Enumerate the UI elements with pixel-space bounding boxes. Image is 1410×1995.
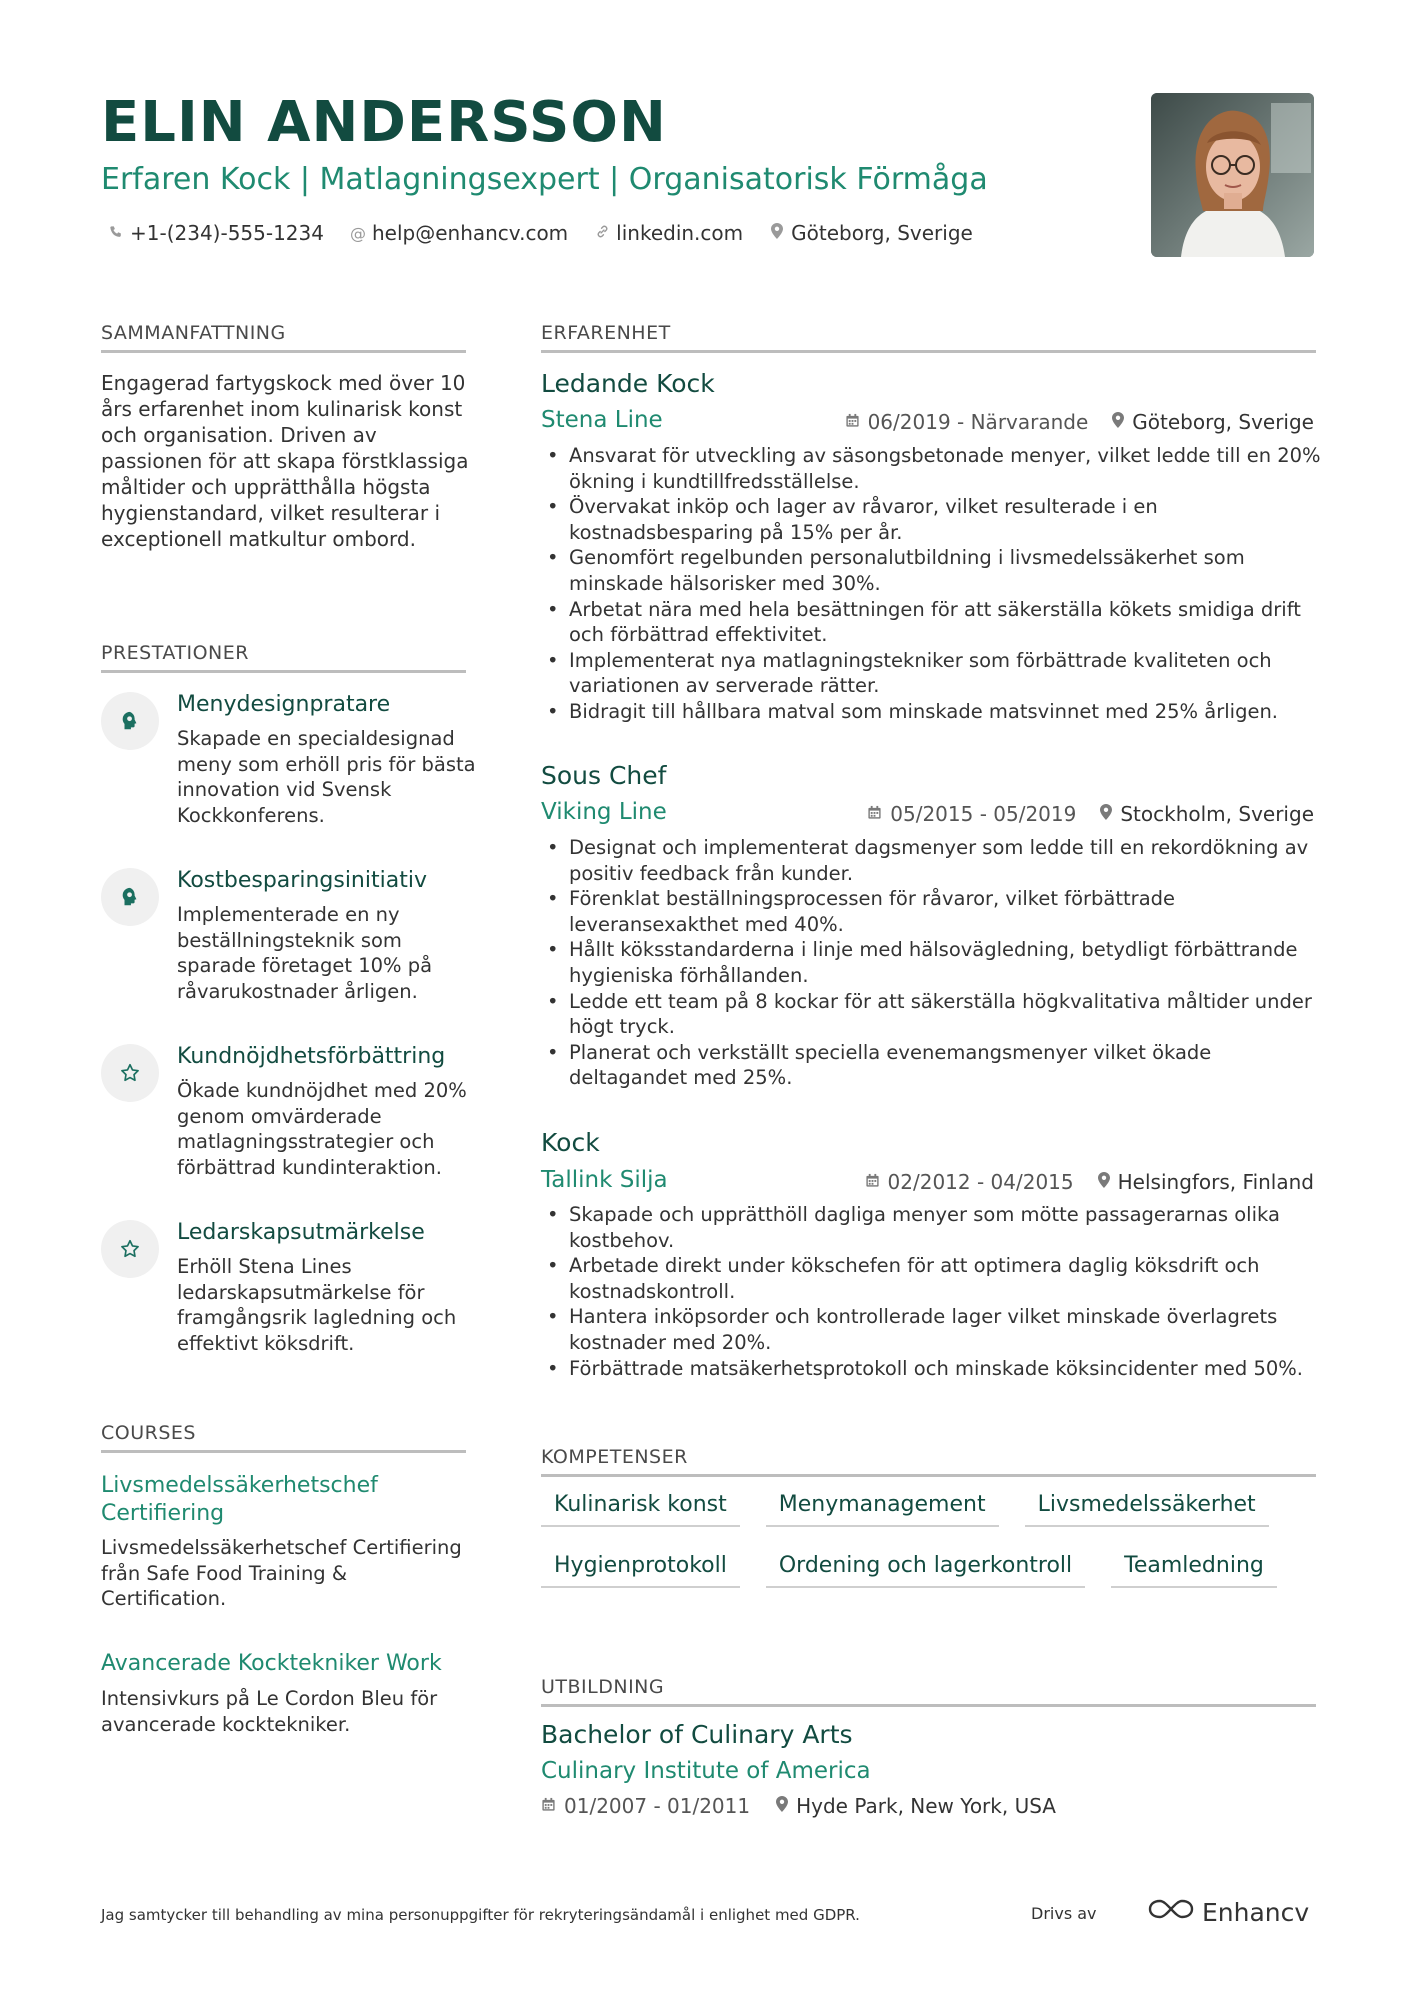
job-dates: 02/2012 - 04/2015: [865, 1170, 1074, 1194]
achievement-text: Skapade en specialdesignad meny som erhöll pris för bästa innovation vid Svensk Kockkonferens.: [177, 727, 476, 827]
achievement-item: [101, 1220, 471, 1370]
lightbulb-head-icon: [101, 692, 159, 750]
job-title: Kock: [541, 1128, 600, 1157]
achievement-title: Ledarskapsutmärkelse: [177, 1220, 425, 1245]
achievement-item: [101, 1044, 471, 1194]
bullet-item: • Ledde ett team på 8 kockar för att säkerställa högkvalitativa måltider under högt tryck.: [541, 989, 1321, 1040]
star-icon: [101, 1220, 159, 1278]
bullet-item: • Planerat och verkställt speciella evenemangsmenyer vilket ökade deltagandet med 25%.: [541, 1040, 1321, 1091]
contact-email[interactable]: @ help@enhancv.com: [349, 221, 569, 245]
course-text: Livsmedelssäkerhetschef Certifiering från Safe Food Training & Certification.: [101, 1536, 462, 1610]
education-meta: [541, 1794, 1056, 1818]
job-location: Göteborg, Sverige: [1112, 410, 1314, 434]
star-icon: [101, 1044, 159, 1102]
calendar-icon: [845, 413, 860, 432]
company-name: Viking Line: [541, 799, 667, 825]
skill-tag: Kulinarisk konst: [541, 1486, 740, 1527]
job-meta: [845, 410, 1314, 434]
job-bullets: [541, 443, 1321, 725]
map-pin-icon: [1098, 1172, 1110, 1192]
brand-name: Enhancv: [1202, 1897, 1310, 1927]
lightbulb-head-icon: [101, 868, 159, 926]
bullet-item: • Förenklat beställningsprocessen för råvaror, vilket förbättrade leveransexakthet med 40%.: [541, 886, 1321, 937]
achievement-title: Kundnöjdhetsförbättring: [177, 1044, 446, 1069]
bullet-item: • Designat och implementerat dagsmenyer som ledde till en rekordökning av positiv feedback från kunder.: [541, 835, 1321, 886]
map-pin-icon: [1112, 412, 1124, 432]
job-location: Stockholm, Sverige: [1100, 802, 1314, 826]
bullet-item: • Hållt köksstandarderna i linje med hälsovägledning, betydligt förbättrande hygieniska förhållanden.: [541, 937, 1321, 988]
bullet-item: • Genomfört regelbunden personalutbildning i livsmedelssäkerhet som minskade hälsorisker med 30%.: [541, 545, 1321, 596]
contact-bar: [108, 221, 973, 245]
calendar-icon: [867, 805, 882, 824]
education-dates: 01/2007 - 01/2011: [541, 1794, 750, 1818]
skill-tag: Teamledning: [1111, 1547, 1277, 1588]
brand-logo[interactable]: [1148, 1897, 1309, 1927]
skill-tag: Livsmedelssäkerhet: [1025, 1486, 1269, 1527]
section-title-courses: COURSES: [101, 1422, 466, 1453]
infinity-logo-icon: [1148, 1897, 1194, 1927]
achievement-title: Kostbesparingsinitiativ: [177, 868, 427, 893]
section-title-education: UTBILDNING: [541, 1676, 1316, 1707]
education-school: Culinary Institute of America: [541, 1758, 871, 1784]
calendar-icon: [865, 1173, 880, 1192]
bullet-item: • Ansvarat för utveckling av säsongsbetonade menyer, vilket ledde till en 20% ökning i kundtillfredsställelse.: [541, 443, 1321, 494]
candidate-name: ELIN ANDERSSON: [101, 90, 667, 155]
phone-icon: [108, 224, 124, 243]
job-dates: 05/2015 - 05/2019: [867, 802, 1076, 826]
bullet-item: • Hantera inköpsorder och kontrollerade lager vilket minskade överlagrets kostnader med 20%.: [541, 1304, 1321, 1355]
profile-photo: [1151, 93, 1314, 257]
headline: Erfaren Kock | Matlagningsexpert | Organisatorisk Förmåga: [101, 162, 988, 197]
bullet-item: • Implementerat nya matlagningstekniker som förbättrade kvaliteten och variationen av serverade rätter.: [541, 648, 1321, 699]
map-pin-icon: [1100, 804, 1112, 824]
bullet-item: • Bidragit till hållbara matval som minskade matsvinnet med 25% årligen.: [541, 699, 1321, 725]
achievement-title: Menydesignpratare: [177, 692, 391, 717]
map-pin-icon: [769, 223, 785, 243]
company-name: Stena Line: [541, 407, 663, 433]
calendar-icon: [541, 1797, 556, 1816]
achievement-item: [101, 692, 476, 842]
achievement-text: Ökade kundnöjdhet med 20% genom omvärderade matlagningsstrategier och förbättrad kundinteraktion.: [177, 1079, 467, 1179]
job-bullets: [541, 1202, 1321, 1381]
achievement-text: Implementerade en ny beställningsteknik som sparade företaget 10% på råvarukostnader årligen.: [177, 903, 433, 1003]
course-text: Intensivkurs på Le Cordon Bleu för avancerade kocktekniker.: [101, 1687, 438, 1736]
achievement-item: [101, 868, 471, 1018]
summary-text: Engagerad fartygskock med över 10 års erfarenhet inom kulinarisk konst och organisation. Driven av passionen för att skapa förstklassiga måltider och upprätthålla högsta hygienstandard, vilket resulterar i exceptionell matkultur ombord.: [101, 371, 469, 551]
course-title: Livsmedelssäkerhetschef Certifiering: [101, 1473, 378, 1526]
section-title-summary: SAMMANFATTNING: [101, 322, 466, 353]
job-title: Ledande Kock: [541, 369, 715, 398]
at-icon: @: [349, 223, 366, 243]
job-title: Sous Chef: [541, 761, 667, 790]
education-degree: Bachelor of Culinary Arts: [541, 1720, 853, 1749]
section-title-skills: KOMPETENSER: [541, 1446, 1316, 1477]
job-bullets: [541, 835, 1321, 1091]
job-meta: [865, 1170, 1314, 1194]
skills-list: [541, 1486, 1321, 1588]
link-icon: [594, 224, 610, 243]
map-pin-icon: [776, 1796, 788, 1816]
powered-by-label: Drivs av: [1031, 1904, 1097, 1923]
education-location: Hyde Park, New York, USA: [776, 1794, 1056, 1818]
job-location: Helsingfors, Finland: [1098, 1170, 1314, 1194]
bullet-item: • Arbetade direkt under kökschefen för att optimera daglig köksdrift och kostnadskontroll.: [541, 1253, 1321, 1304]
section-title-achievements: PRESTATIONER: [101, 642, 466, 673]
bullet-item: • Arbetat nära med hela besättningen för att säkerställa kökets smidiga drift och förbättrad effektivitet.: [541, 597, 1321, 648]
contact-location: Göteborg, Sverige: [769, 221, 973, 245]
contact-phone: +1-(234)-555-1234: [108, 221, 324, 245]
course-title: Avancerade Kocktekniker Work: [101, 1651, 442, 1676]
job-meta: [867, 802, 1314, 826]
job-dates: 06/2019 - Närvarande: [845, 410, 1089, 434]
skill-tag: Menymanagement: [766, 1486, 999, 1527]
contact-linkedin[interactable]: linkedin.com: [594, 221, 743, 245]
skill-tag: Hygienprotokoll: [541, 1547, 740, 1588]
gdpr-consent: Jag samtycker till behandling av mina personuppgifter för rekryteringsändamål i enlighet med GDPR.: [101, 1906, 860, 1924]
company-name: Tallink Silja: [541, 1167, 668, 1193]
skill-tag: Ordening och lagerkontroll: [766, 1547, 1085, 1588]
section-title-experience: ERFARENHET: [541, 322, 1316, 353]
achievement-text: Erhöll Stena Lines ledarskapsutmärkelse för framgångsrik lagledning och effektivt köksdrift.: [177, 1255, 457, 1355]
bullet-item: • Skapade och upprätthöll dagliga menyer som mötte passagerarnas olika kostbehov.: [541, 1202, 1321, 1253]
bullet-item: • Förbättrade matsäkerhetsprotokoll och minskade köksincidenter med 50%.: [541, 1356, 1321, 1382]
bullet-item: • Övervakat inköp och lager av råvaror, vilket resulterade i en kostnadsbesparing på 15% per år.: [541, 494, 1321, 545]
